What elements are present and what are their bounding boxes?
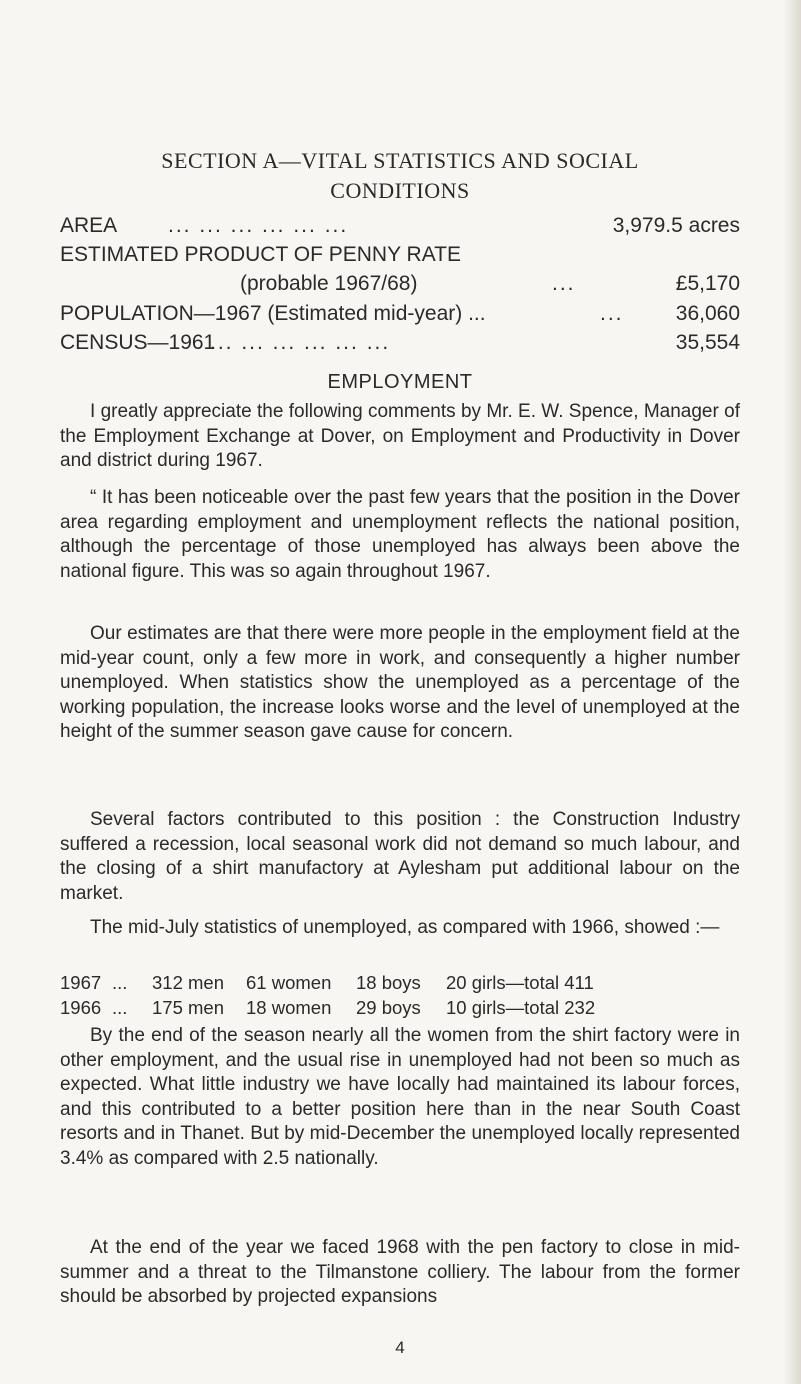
paragraph-noticeable: “ It has been noticeable over the past few years that the position in the Dover area regarding employment and unemployment reflects the national position, although the percentage of those unemployed has always been above the national figure. This was so again throughout 1967. xyxy=(60,487,740,582)
population-leader-dots: ... xyxy=(600,302,624,325)
penny-rate-sublabel: (probable 1967/68) xyxy=(240,272,418,295)
paragraph-factors: Several factors contributed to this position : the Construction Industry suffered a recession, local seasonal work did not demand so much labour, and the closing of a shirt manufactory at Aylesham put additional labour on the market. xyxy=(60,809,740,904)
table-boys: 29 boys xyxy=(356,997,421,1018)
population-value: 36,060 xyxy=(675,302,740,325)
paragraph-end-of-year: At the end of the year we faced 1968 with the pen factory to close in mid-summer and a threat to the Tilmanstone colliery. The labour from the former should be absorbed by projected expansions xyxy=(60,1237,740,1307)
table-boys: 18 boys xyxy=(356,972,421,993)
employment-heading: EMPLOYMENT xyxy=(327,371,473,393)
area-leader-dots: ... ... ... ... ... ... xyxy=(168,214,349,237)
section-title-line-1: SECTION A—VITAL STATISTICS AND SOCIAL xyxy=(161,148,639,173)
table-dots: ... xyxy=(112,997,128,1018)
table-men: 175 men xyxy=(152,997,224,1018)
table-girls-total: 10 girls—total 232 xyxy=(446,997,596,1018)
penny-rate-value: £5,170 xyxy=(675,272,740,295)
area-value: 3,979.5 acres xyxy=(612,214,740,237)
population-label: POPULATION—1967 (Estimated mid-year) ... xyxy=(60,302,486,325)
table-year: 1966 xyxy=(60,997,102,1018)
paragraph-estimates: Our estimates are that there were more people in the employment field at the mid-year count, only a few more in work, and consequently a higher number unemployed. When statistics show the unemployed as a percentage of the working population, the increase looks worse and the level of unemployed at the height of the summer season gave cause for concern. xyxy=(60,623,740,742)
census-label: CENSUS—1961 xyxy=(60,331,216,354)
paragraph-end-of-season: By the end of the season nearly all the women from the shirt factory were in other employment, and the usual rise in unemployed had not been so much as expected. What little industry we have locally had maintained its labour forces, and this contributed to a better position here than in the near South Coast resorts and in Thanet. But by mid-December the unemployed locally represented 3.4% as compared with 2.5 nationally. xyxy=(60,1025,740,1169)
section-title-line-2: CONDITIONS xyxy=(330,178,470,203)
table-dots: ... xyxy=(112,972,128,993)
table-women: 18 women xyxy=(246,997,332,1018)
table-men: 312 men xyxy=(152,972,224,993)
area-label: AREA xyxy=(60,214,118,237)
penny-rate-leader-dots: ... xyxy=(552,272,576,295)
penny-rate-label: ESTIMATED PRODUCT OF PENNY RATE xyxy=(60,243,461,266)
census-leader-dots: ... ... ... ... ... ... xyxy=(210,331,391,354)
paragraph-intro: I greatly appreciate the following comments by Mr. E. W. Spence, Manager of the Employment Exchange at Dover, on Employment and Productivity in Dover and district during 1967. xyxy=(60,401,740,471)
table-girls-total: 20 girls—total 411 xyxy=(446,972,594,993)
table-year: 1967 xyxy=(60,972,102,993)
page-edge-shadow xyxy=(783,0,801,1384)
census-value: 35,554 xyxy=(675,331,740,354)
paragraph-mid-july: The mid-July statistics of unemployed, as compared with 1966, showed :— xyxy=(90,917,720,938)
page-number: 4 xyxy=(395,1338,405,1357)
table-women: 61 women xyxy=(246,972,332,993)
